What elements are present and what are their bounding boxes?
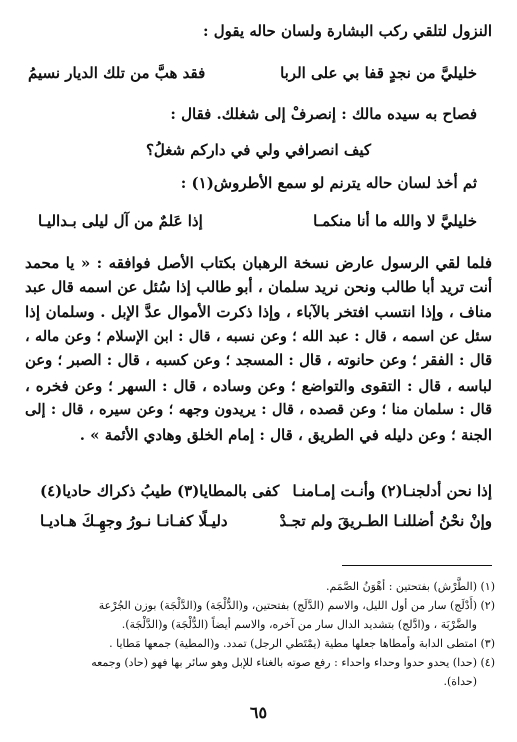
poem-hemistich: دليـلًا كفـانـا نـورُ وجهِـكَ هـاديـا xyxy=(40,512,228,530)
footnote: (١) (الطَّرْش) بفتحتين : أهْوَنُ الصَّمَم. xyxy=(325,580,495,593)
paragraph-line: قال : الفقر ؛ وعن حانوته ، قال : المسجد ؛ وعن كسبه ، قال : الصبر ؛ وعن xyxy=(25,352,492,369)
footnote-continuation: (حداة). xyxy=(443,675,477,688)
paragraph-line: فلما لقي الرسول عارض نسخة الرهبان بكتاب الأصل فوافقه : « يا محمد xyxy=(25,254,492,272)
footnote-divider xyxy=(342,565,492,566)
footnote: (٣) امتطى الدابة وأمطاها جعلها مطية (يمْتَطي الرجل) تمدد. و(المطية) جمعها مَطايا . xyxy=(109,637,495,650)
verse-hemistich: فقد هبَّ من تلك الديار نسيمُ xyxy=(28,64,206,82)
verse-hemistich: خليليَّ لا والله ما أنا منكمـا xyxy=(313,212,477,230)
paragraph-line: سئل عن اسمه ، قال : عبد الله ؛ وعن نسبه ، قال : ابن الإسلام ؛ وعن ماله ، xyxy=(25,328,492,345)
footnote: (٤) (حدا) يحدو حدوا وحداء واحداء : رفع صوته بالغناء للإبل وهو سائر بها فهو (حاد) وجمعه xyxy=(91,656,495,669)
paragraph-line: قال : سلمان منا ؛ وعن قصده ، قال : يريدون وجهه ؛ وعن سيره ، قال : إلى xyxy=(25,401,492,418)
verse-line: كيف انصرافي ولي في داركم شغلُ؟ xyxy=(145,141,372,159)
poem-hemistich: إذا نحن أدلجنـا(٢) وأنـت إمـامنـا xyxy=(292,482,492,500)
paragraph-line: مناف ، وإذا انتسب افتخر بالآباء ، وإذا ذكرت الأموال عدَّ الإبل . وسلمان إذا xyxy=(25,303,492,321)
body-line: النزول لتلقي ركب البشارة ولسان حاله يقول : xyxy=(202,22,492,40)
footnote-continuation: والضَّرْبَة ، و(ادَّلج) بتشديد الدال سار من آخره، والاسم أيضاً (الدُّلْجَة) و(الدَّلْجَة). xyxy=(121,618,477,631)
paragraph-line: الجنة ؛ وعن دليله في الطريق ، قال : إمام الخلق وهادي الأئمة » . xyxy=(79,426,492,444)
page-number: ٦٥ xyxy=(249,703,268,722)
verse-hemistich: إذا عَلمٌ من آل ليلى بـداليـا xyxy=(38,212,203,230)
paragraph-line: أنت تريد أبا طالب ونحن نريد سلمان ، أبو طالب إذا سُئل عن اسمه قال عبد xyxy=(25,279,492,296)
body-line: ثم أخذ لسان حاله يترنم لو سمع الأطروش(١) : xyxy=(180,174,477,192)
footnote: (٢) (أَدْلَج) سار من أول الليل، والاسم (الدَّلَج) بفتحتين، و(الدُّلْجَة) و(الدَّلْجَة) بوزن الجُرْعة xyxy=(98,599,495,612)
paragraph-line: لباسه ، قال : التقوى والتواضع ؛ وعن وساده ، قال : السهر ؛ وعن فخره ، xyxy=(25,377,492,395)
body-line: فصاح به سيده مالك : إنصرفْ إلى شغلك. فقال : xyxy=(170,105,477,123)
verse-hemistich: خليليَّ من نجدٍ قفا بي على الربا xyxy=(280,64,477,82)
poem-hemistich: كفى بالمطايا(٣) طيبُ ذكراك حاديا(٤) xyxy=(40,482,280,500)
poem-hemistich: وإنْ نحْنُ أضللنـا الطـريقَ ولم تجـدْ xyxy=(279,512,492,530)
